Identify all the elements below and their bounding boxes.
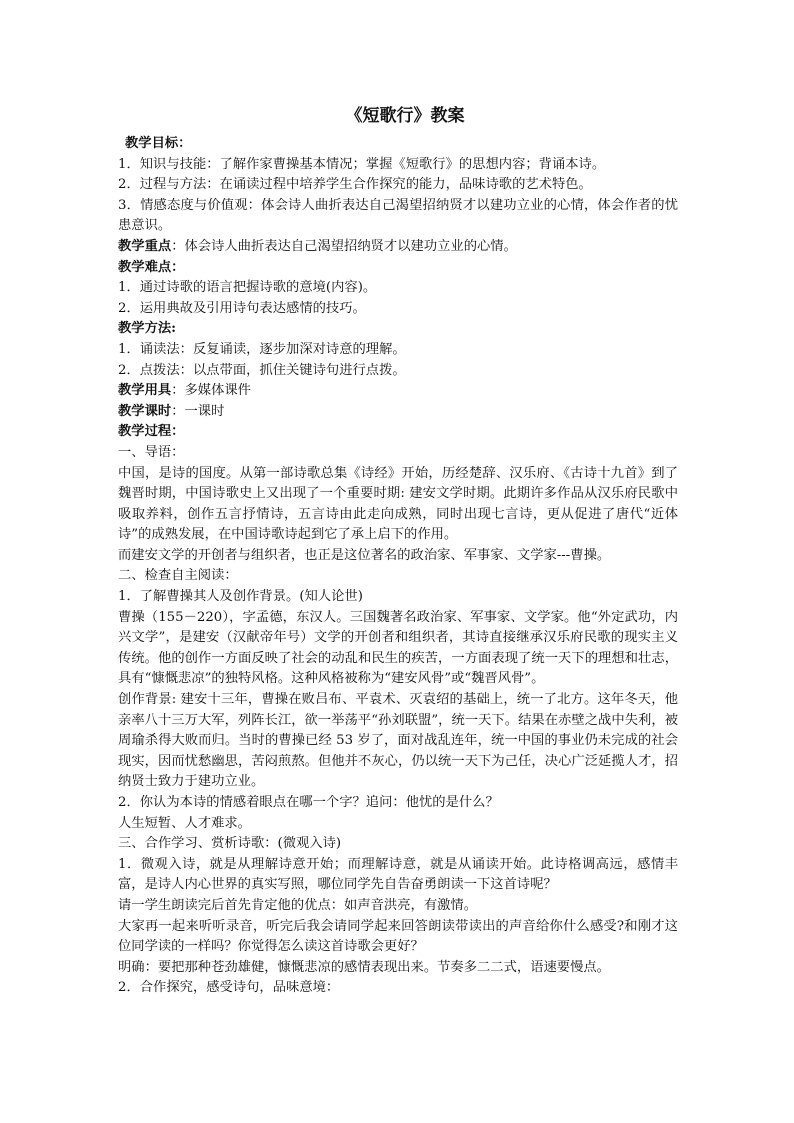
goal-item: 3．情感态度与价值观：体会诗人曲折表达自己渴望招纳贤才以建功立业的心情，体会作者的忧患意识。 xyxy=(118,197,678,234)
question-item: 1．了解曹操其人及创作背景。(知人论世) xyxy=(118,589,363,605)
section-heading: 二、检查自主阅读： xyxy=(118,568,238,584)
question-item: 2．你认为本诗的情感着眼点在哪一个字？追问：他忧的是什么？ xyxy=(118,795,499,810)
reading-paragraph: 明确：要把那种苍劲雄健，慷慨悲凉的感情表现出来。节奏多二二式，语速要慢点。 xyxy=(118,959,610,975)
teaching-tools-text: ：多媒体课件 xyxy=(171,383,251,399)
reading-paragraph: 大家再一起来听听录音，听完后我会请同学起来回答朗读带读出的声音给你什么感受?和刚才这位同学读的一样吗？你觉得怎么读这首诗歌会更好？ xyxy=(118,918,678,955)
section-heading: 一、导语： xyxy=(118,444,185,460)
process-heading: 教学过程： xyxy=(118,424,185,440)
teaching-focus xyxy=(118,237,678,258)
goals-heading: 教学目标： xyxy=(125,136,192,151)
question-item: 2．合作探究，感受诗句，品味意境： xyxy=(118,980,340,996)
teaching-tools-label: 教学用具 xyxy=(118,383,172,399)
teaching-focus-label: 教学重点 xyxy=(118,238,172,254)
page-title: 《短歌行》教案 xyxy=(345,106,465,126)
intro-paragraph: 而建安文学的开创者与组织者，也正是这位著名的政治家、军事家、文学家---曹操。 xyxy=(118,547,611,563)
teaching-focus-text: ：体会诗人曲折表达自己渴望招纳贤才以建功立业的心情。 xyxy=(171,238,517,254)
difficulty-heading: 教学难点： xyxy=(118,259,185,275)
methods-heading: 教学方法: xyxy=(118,321,177,337)
lesson-plan-page xyxy=(118,104,678,999)
intro-paragraph: 中国，是诗的国度。从第一部诗歌总集《诗经》开始，历经楚辞、汉乐府、《古诗十九首》到了魏晋时期，中国诗歌史上又出现了一个重要时期: 建安文学时期。此期许多作品从汉乐府民歌中吸取养料，创作五言抒情诗，五言诗由此走向成熟，同时出现七言诗，更从促进了唐代“近体诗”的成熟发展，在中国诗歌诗起到它了承上启下的作用。 xyxy=(118,465,678,543)
goal-item: 2．过程与方法：在诵读过程中培养学生合作探究的能力，品味诗歌的艺术特色。 xyxy=(118,177,592,193)
answer-item: 人生短暂、人才难求。 xyxy=(118,815,251,831)
method-item: 1．诵读法：反复诵读，逐步加深对诗意的理解。 xyxy=(118,341,406,357)
teaching-hours-label: 教学课时 xyxy=(118,403,172,419)
difficulty-item: 2．运用典故及引用诗句表达感情的技巧。 xyxy=(118,300,366,316)
goal-item: 1．知识与技能：了解作家曹操基本情况；掌握《短歌行》的思想内容；背诵本诗。 xyxy=(118,156,606,172)
section-heading: 三、合作学习、赏析诗歌：(微观入诗) xyxy=(118,836,342,852)
difficulty-item: 1．通过诗歌的语言把握诗歌的意境(内容)。 xyxy=(118,280,377,296)
teaching-hours-text: ：一课时 xyxy=(171,403,225,419)
method-item: 2．点拨法：以点带面，抓住关键诗句进行点拨。 xyxy=(118,362,406,378)
author-paragraph: 曹操（155－220），字孟德，东汉人。三国魏著名政治家、军事家、文学家。他“外定武功，内兴文学”，是建安（汉献帝年号）文学的开创者和组织者，其诗直接继承汉乐府民歌的现实主义传统。他的创作一方面反映了社会的动乱和民生的疾苦，一方面表现了统一天下的理想和壮志，具有“慷慨悲凉”的独特风格。这种风格被称为“建安风骨”或“魏晋风骨”。 xyxy=(118,609,678,687)
reading-paragraph: 1．微观入诗，就是从理解诗意开始；而理解诗意，就是从诵读开始。此诗格调高远，感情丰富，是诗人内心世界的真实写照，哪位同学先自告奋勇朗读一下这首诗呢？ xyxy=(118,856,678,893)
reading-paragraph: 请一学生朗读完后首先肯定他的优点：如声音洪亮，有激情。 xyxy=(118,897,478,913)
background-paragraph: 创作背景: 建安十三年，曹操在败吕布、平袁术、灭袁绍的基础上，统一了北方。这年冬天，他亲率八十三万大军，列阵长江，欲一举荡平“孙刘联盟”，统一天下。结果在赤壁之战中失利，被周瑜杀得大败而归。当时的曹操已经 53 岁了，面对战乱连年，统一中国的事业仍未完成的社会现实，因而忧愁幽思，苦闷煎熬。但他并不灰心，仍以统一天下为己任，决心广泛延揽人才，招纳贤士致力于建功立业。 xyxy=(118,692,678,790)
teaching-hours xyxy=(118,402,678,423)
teaching-tools xyxy=(118,381,678,402)
